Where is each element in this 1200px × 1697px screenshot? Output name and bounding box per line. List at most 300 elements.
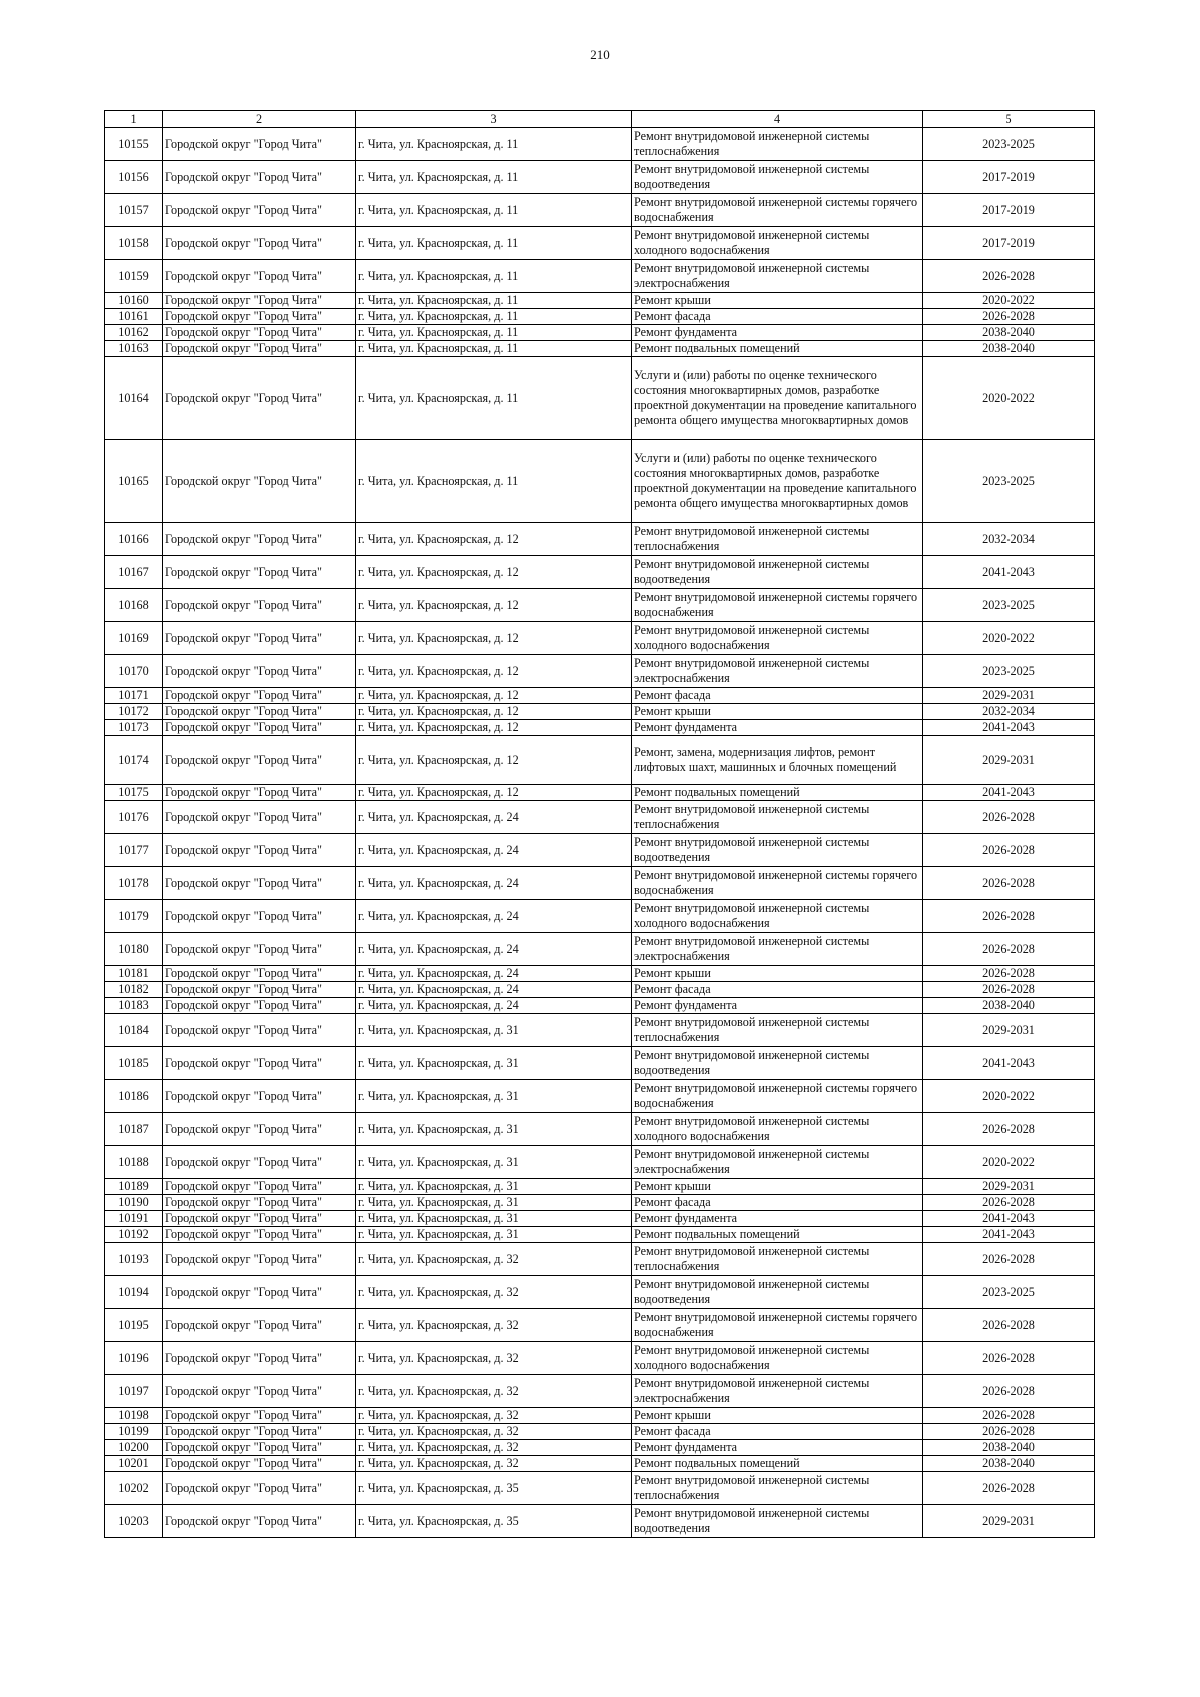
period-cell: 2020-2022 <box>923 1080 1095 1113</box>
work-type-cell: Ремонт внутридомовой инженерной системы холодного водоснабжения <box>632 900 923 933</box>
municipality-cell: Городской округ "Город Чита" <box>163 720 356 736</box>
work-type-cell: Ремонт фасада <box>632 982 923 998</box>
address-cell: г. Чита, ул. Красноярская, д. 24 <box>356 867 632 900</box>
table-row <box>105 1211 1095 1227</box>
municipality-cell: Городской округ "Город Чита" <box>163 688 356 704</box>
row-number-cell: 10156 <box>105 161 163 194</box>
table-row <box>105 1440 1095 1456</box>
work-type-cell: Ремонт внутридомовой инженерной системы холодного водоснабжения <box>632 622 923 655</box>
municipality-cell: Городской округ "Город Чита" <box>163 128 356 161</box>
address-cell: г. Чита, ул. Красноярская, д. 32 <box>356 1408 632 1424</box>
municipality-cell: Городской округ "Город Чита" <box>163 260 356 293</box>
address-cell: г. Чита, ул. Красноярская, д. 24 <box>356 834 632 867</box>
work-type-cell: Ремонт крыши <box>632 1179 923 1195</box>
municipality-cell: Городской округ "Город Чита" <box>163 801 356 834</box>
work-type-cell: Ремонт внутридомовой инженерной системы теплоснабжения <box>632 1243 923 1276</box>
address-cell: г. Чита, ул. Красноярская, д. 32 <box>356 1375 632 1408</box>
work-type-cell: Ремонт, замена, модернизация лифтов, ремонт лифтовых шахт, машинных и блочных помещений <box>632 736 923 785</box>
header-row <box>105 111 1095 128</box>
work-type-cell: Ремонт крыши <box>632 1408 923 1424</box>
address-cell: г. Чита, ул. Красноярская, д. 11 <box>356 227 632 260</box>
table-row <box>105 736 1095 785</box>
address-cell: г. Чита, ул. Красноярская, д. 11 <box>356 293 632 309</box>
address-cell: г. Чита, ул. Красноярская, д. 11 <box>356 260 632 293</box>
work-type-cell: Ремонт крыши <box>632 966 923 982</box>
row-number-cell: 10160 <box>105 293 163 309</box>
address-cell: г. Чита, ул. Красноярская, д. 12 <box>356 655 632 688</box>
address-cell: г. Чита, ул. Красноярская, д. 12 <box>356 523 632 556</box>
period-cell: 2041-2043 <box>923 785 1095 801</box>
municipality-cell: Городской округ "Город Чита" <box>163 589 356 622</box>
municipality-cell: Городской округ "Город Чита" <box>163 1211 356 1227</box>
municipality-cell: Городской округ "Город Чита" <box>163 1243 356 1276</box>
row-number-cell: 10181 <box>105 966 163 982</box>
address-cell: г. Чита, ул. Красноярская, д. 24 <box>356 998 632 1014</box>
work-type-cell: Ремонт внутридомовой инженерной системы электроснабжения <box>632 1146 923 1179</box>
row-number-cell: 10173 <box>105 720 163 736</box>
municipality-cell: Городской округ "Город Чита" <box>163 309 356 325</box>
address-cell: г. Чита, ул. Красноярская, д. 12 <box>356 736 632 785</box>
table-row <box>105 1243 1095 1276</box>
work-type-cell: Ремонт внутридомовой инженерной системы водоотведения <box>632 834 923 867</box>
table-row <box>105 1195 1095 1211</box>
row-number-cell: 10187 <box>105 1113 163 1146</box>
address-cell: г. Чита, ул. Красноярская, д. 12 <box>356 688 632 704</box>
address-cell: г. Чита, ул. Красноярская, д. 32 <box>356 1276 632 1309</box>
period-cell: 2026-2028 <box>923 1472 1095 1505</box>
municipality-cell: Городской округ "Город Чита" <box>163 523 356 556</box>
row-number-cell: 10167 <box>105 556 163 589</box>
address-cell: г. Чита, ул. Красноярская, д. 32 <box>356 1440 632 1456</box>
address-cell: г. Чита, ул. Красноярская, д. 24 <box>356 966 632 982</box>
address-cell: г. Чита, ул. Красноярская, д. 11 <box>356 128 632 161</box>
row-number-cell: 10162 <box>105 325 163 341</box>
period-cell: 2023-2025 <box>923 440 1095 523</box>
row-number-cell: 10191 <box>105 1211 163 1227</box>
work-type-cell: Ремонт внутридомовой инженерной системы горячего водоснабжения <box>632 1080 923 1113</box>
row-number-cell: 10164 <box>105 357 163 440</box>
period-cell: 2041-2043 <box>923 556 1095 589</box>
municipality-cell: Городской округ "Город Чита" <box>163 1227 356 1243</box>
row-number-cell: 10198 <box>105 1408 163 1424</box>
work-type-cell: Ремонт внутридомовой инженерной системы теплоснабжения <box>632 1472 923 1505</box>
address-cell: г. Чита, ул. Красноярская, д. 24 <box>356 900 632 933</box>
table-row <box>105 834 1095 867</box>
work-type-cell: Ремонт внутридомовой инженерной системы электроснабжения <box>632 1375 923 1408</box>
municipality-cell: Городской округ "Город Чита" <box>163 1342 356 1375</box>
period-cell: 2026-2028 <box>923 260 1095 293</box>
address-cell: г. Чита, ул. Красноярская, д. 11 <box>356 325 632 341</box>
work-type-cell: Ремонт внутридомовой инженерной системы водоотведения <box>632 161 923 194</box>
period-cell: 2017-2019 <box>923 161 1095 194</box>
row-number-cell: 10199 <box>105 1424 163 1440</box>
address-cell: г. Чита, ул. Красноярская, д. 31 <box>356 1014 632 1047</box>
capital-repair-table <box>104 110 1095 1538</box>
work-type-cell: Ремонт подвальных помещений <box>632 785 923 801</box>
period-cell: 2020-2022 <box>923 357 1095 440</box>
table-row <box>105 194 1095 227</box>
period-cell: 2029-2031 <box>923 1014 1095 1047</box>
row-number-cell: 10158 <box>105 227 163 260</box>
work-type-cell: Ремонт крыши <box>632 704 923 720</box>
work-type-cell: Ремонт внутридомовой инженерной системы горячего водоснабжения <box>632 194 923 227</box>
address-cell: г. Чита, ул. Красноярская, д. 32 <box>356 1456 632 1472</box>
work-type-cell: Ремонт подвальных помещений <box>632 1456 923 1472</box>
address-cell: г. Чита, ул. Красноярская, д. 32 <box>356 1424 632 1440</box>
table-row <box>105 1375 1095 1408</box>
address-cell: г. Чита, ул. Красноярская, д. 11 <box>356 309 632 325</box>
period-cell: 2026-2028 <box>923 1408 1095 1424</box>
row-number-cell: 10165 <box>105 440 163 523</box>
address-cell: г. Чита, ул. Красноярская, д. 11 <box>356 341 632 357</box>
work-type-cell: Ремонт внутридомовой инженерной системы водоотведения <box>632 1505 923 1538</box>
period-cell: 2026-2028 <box>923 1309 1095 1342</box>
municipality-cell: Городской округ "Город Чита" <box>163 161 356 194</box>
work-type-cell: Ремонт внутридомовой инженерной системы водоотведения <box>632 556 923 589</box>
table-row <box>105 1113 1095 1146</box>
work-type-cell: Ремонт внутридомовой инженерной системы горячего водоснабжения <box>632 589 923 622</box>
row-number-cell: 10166 <box>105 523 163 556</box>
work-type-cell: Ремонт подвальных помещений <box>632 1227 923 1243</box>
period-cell: 2041-2043 <box>923 1227 1095 1243</box>
municipality-cell: Городской округ "Город Чита" <box>163 1408 356 1424</box>
row-number-cell: 10200 <box>105 1440 163 1456</box>
work-type-cell: Ремонт внутридомовой инженерной системы электроснабжения <box>632 260 923 293</box>
municipality-cell: Городской округ "Город Чита" <box>163 1472 356 1505</box>
period-cell: 2023-2025 <box>923 1276 1095 1309</box>
work-type-cell: Ремонт внутридомовой инженерной системы холодного водоснабжения <box>632 1113 923 1146</box>
row-number-cell: 10203 <box>105 1505 163 1538</box>
municipality-cell: Городской округ "Город Чита" <box>163 966 356 982</box>
table-row <box>105 341 1095 357</box>
municipality-cell: Городской округ "Город Чита" <box>163 834 356 867</box>
row-number-cell: 10175 <box>105 785 163 801</box>
work-type-cell: Ремонт фундамента <box>632 325 923 341</box>
address-cell: г. Чита, ул. Красноярская, д. 12 <box>356 622 632 655</box>
period-cell: 2038-2040 <box>923 998 1095 1014</box>
table-row <box>105 1227 1095 1243</box>
table-row <box>105 622 1095 655</box>
table-row <box>105 1080 1095 1113</box>
row-number-cell: 10189 <box>105 1179 163 1195</box>
period-cell: 2032-2034 <box>923 523 1095 556</box>
address-cell: г. Чита, ул. Красноярская, д. 11 <box>356 161 632 194</box>
row-number-cell: 10196 <box>105 1342 163 1375</box>
row-number-cell: 10188 <box>105 1146 163 1179</box>
table-row <box>105 556 1095 589</box>
municipality-cell: Городской округ "Город Чита" <box>163 1080 356 1113</box>
address-cell: г. Чита, ул. Красноярская, д. 32 <box>356 1243 632 1276</box>
row-number-cell: 10185 <box>105 1047 163 1080</box>
period-cell: 2026-2028 <box>923 900 1095 933</box>
period-cell: 2023-2025 <box>923 589 1095 622</box>
municipality-cell: Городской округ "Город Чита" <box>163 1375 356 1408</box>
municipality-cell: Городской округ "Город Чита" <box>163 704 356 720</box>
row-number-cell: 10159 <box>105 260 163 293</box>
period-cell: 2026-2028 <box>923 933 1095 966</box>
row-number-cell: 10197 <box>105 1375 163 1408</box>
row-number-cell: 10168 <box>105 589 163 622</box>
address-cell: г. Чита, ул. Красноярская, д. 31 <box>356 1195 632 1211</box>
municipality-cell: Городской округ "Город Чита" <box>163 1505 356 1538</box>
municipality-cell: Городской округ "Город Чита" <box>163 933 356 966</box>
period-cell: 2032-2034 <box>923 704 1095 720</box>
row-number-cell: 10172 <box>105 704 163 720</box>
row-number-cell: 10180 <box>105 933 163 966</box>
row-number-cell: 10179 <box>105 900 163 933</box>
table-row <box>105 998 1095 1014</box>
municipality-cell: Городской округ "Город Чита" <box>163 440 356 523</box>
period-cell: 2026-2028 <box>923 1342 1095 1375</box>
column-header: 1 <box>105 111 163 128</box>
table-body <box>105 128 1095 1538</box>
work-type-cell: Ремонт фасада <box>632 309 923 325</box>
work-type-cell: Ремонт внутридомовой инженерной системы электроснабжения <box>632 655 923 688</box>
table-row <box>105 1456 1095 1472</box>
period-cell: 2023-2025 <box>923 655 1095 688</box>
row-number-cell: 10182 <box>105 982 163 998</box>
period-cell: 2029-2031 <box>923 1179 1095 1195</box>
table-row <box>105 325 1095 341</box>
work-type-cell: Ремонт внутридомовой инженерной системы теплоснабжения <box>632 1014 923 1047</box>
period-cell: 2041-2043 <box>923 720 1095 736</box>
column-header: 4 <box>632 111 923 128</box>
work-type-cell: Ремонт фасада <box>632 1424 923 1440</box>
table-row <box>105 655 1095 688</box>
address-cell: г. Чита, ул. Красноярская, д. 35 <box>356 1505 632 1538</box>
table-row <box>105 801 1095 834</box>
work-type-cell: Ремонт фасада <box>632 1195 923 1211</box>
period-cell: 2026-2028 <box>923 834 1095 867</box>
municipality-cell: Городской округ "Город Чита" <box>163 998 356 1014</box>
address-cell: г. Чита, ул. Красноярская, д. 12 <box>356 556 632 589</box>
table-row <box>105 440 1095 523</box>
table-row <box>105 900 1095 933</box>
address-cell: г. Чита, ул. Красноярская, д. 32 <box>356 1309 632 1342</box>
municipality-cell: Городской округ "Город Чита" <box>163 736 356 785</box>
period-cell: 2026-2028 <box>923 982 1095 998</box>
period-cell: 2026-2028 <box>923 801 1095 834</box>
work-type-cell: Ремонт внутридомовой инженерной системы электроснабжения <box>632 933 923 966</box>
table-row <box>105 357 1095 440</box>
table-row <box>105 785 1095 801</box>
municipality-cell: Городской округ "Город Чита" <box>163 1440 356 1456</box>
work-type-cell: Ремонт внутридомовой инженерной системы теплоснабжения <box>632 523 923 556</box>
work-type-cell: Ремонт внутридомовой инженерной системы водоотведения <box>632 1276 923 1309</box>
municipality-cell: Городской округ "Город Чита" <box>163 556 356 589</box>
row-number-cell: 10192 <box>105 1227 163 1243</box>
municipality-cell: Городской округ "Город Чита" <box>163 1179 356 1195</box>
work-type-cell: Ремонт фундамента <box>632 998 923 1014</box>
row-number-cell: 10183 <box>105 998 163 1014</box>
work-type-cell: Ремонт внутридомовой инженерной системы горячего водоснабжения <box>632 867 923 900</box>
work-type-cell: Ремонт внутридомовой инженерной системы горячего водоснабжения <box>632 1309 923 1342</box>
period-cell: 2041-2043 <box>923 1047 1095 1080</box>
table-row <box>105 1424 1095 1440</box>
address-cell: г. Чита, ул. Красноярская, д. 31 <box>356 1179 632 1195</box>
row-number-cell: 10170 <box>105 655 163 688</box>
period-cell: 2017-2019 <box>923 194 1095 227</box>
table-row <box>105 1276 1095 1309</box>
table-row <box>105 1472 1095 1505</box>
municipality-cell: Городской округ "Город Чита" <box>163 622 356 655</box>
work-type-cell: Услуги и (или) работы по оценке технического состояния многоквартирных домов, разработке проектной документации на проведение капитального ремонта общего имущества многоквартирных домов <box>632 357 923 440</box>
address-cell: г. Чита, ул. Красноярская, д. 12 <box>356 704 632 720</box>
address-cell: г. Чита, ул. Красноярская, д. 31 <box>356 1080 632 1113</box>
municipality-cell: Городской округ "Город Чита" <box>163 900 356 933</box>
municipality-cell: Городской округ "Город Чита" <box>163 1047 356 1080</box>
row-number-cell: 10194 <box>105 1276 163 1309</box>
period-cell: 2029-2031 <box>923 736 1095 785</box>
municipality-cell: Городской округ "Город Чита" <box>163 357 356 440</box>
work-type-cell: Ремонт фундамента <box>632 1440 923 1456</box>
period-cell: 2038-2040 <box>923 325 1095 341</box>
period-cell: 2020-2022 <box>923 622 1095 655</box>
table-row <box>105 1146 1095 1179</box>
work-type-cell: Ремонт внутридомовой инженерной системы холодного водоснабжения <box>632 227 923 260</box>
address-cell: г. Чита, ул. Красноярская, д. 24 <box>356 801 632 834</box>
municipality-cell: Городской округ "Город Чита" <box>163 867 356 900</box>
work-type-cell: Ремонт фундамента <box>632 720 923 736</box>
table-row <box>105 933 1095 966</box>
table-row <box>105 161 1095 194</box>
work-type-cell: Ремонт фасада <box>632 688 923 704</box>
work-type-cell: Услуги и (или) работы по оценке технического состояния многоквартирных домов, разработке проектной документации на проведение капитального ремонта общего имущества многоквартирных домов <box>632 440 923 523</box>
row-number-cell: 10190 <box>105 1195 163 1211</box>
work-type-cell: Ремонт внутридомовой инженерной системы холодного водоснабжения <box>632 1342 923 1375</box>
address-cell: г. Чита, ул. Красноярская, д. 31 <box>356 1146 632 1179</box>
address-cell: г. Чита, ул. Красноярская, д. 12 <box>356 785 632 801</box>
municipality-cell: Городской округ "Город Чита" <box>163 227 356 260</box>
municipality-cell: Городской округ "Город Чита" <box>163 341 356 357</box>
municipality-cell: Городской округ "Город Чита" <box>163 982 356 998</box>
page-number: 210 <box>590 47 610 62</box>
row-number-cell: 10186 <box>105 1080 163 1113</box>
table-row <box>105 966 1095 982</box>
address-cell: г. Чита, ул. Красноярская, д. 11 <box>356 440 632 523</box>
municipality-cell: Городской округ "Город Чита" <box>163 655 356 688</box>
period-cell: 2026-2028 <box>923 1195 1095 1211</box>
row-number-cell: 10177 <box>105 834 163 867</box>
row-number-cell: 10184 <box>105 1014 163 1047</box>
work-type-cell: Ремонт фундамента <box>632 1211 923 1227</box>
table-row <box>105 1505 1095 1538</box>
period-cell: 2038-2040 <box>923 1456 1095 1472</box>
period-cell: 2038-2040 <box>923 341 1095 357</box>
address-cell: г. Чита, ул. Красноярская, д. 31 <box>356 1113 632 1146</box>
work-type-cell: Ремонт подвальных помещений <box>632 341 923 357</box>
row-number-cell: 10161 <box>105 309 163 325</box>
column-header: 2 <box>163 111 356 128</box>
table-row <box>105 720 1095 736</box>
table-row <box>105 589 1095 622</box>
address-cell: г. Чита, ул. Красноярская, д. 11 <box>356 194 632 227</box>
row-number-cell: 10202 <box>105 1472 163 1505</box>
address-cell: г. Чита, ул. Красноярская, д. 32 <box>356 1342 632 1375</box>
table-row <box>105 523 1095 556</box>
municipality-cell: Городской округ "Город Чита" <box>163 293 356 309</box>
period-cell: 2029-2031 <box>923 688 1095 704</box>
table-row <box>105 1047 1095 1080</box>
period-cell: 2023-2025 <box>923 128 1095 161</box>
municipality-cell: Городской округ "Город Чита" <box>163 1195 356 1211</box>
address-cell: г. Чита, ул. Красноярская, д. 24 <box>356 982 632 998</box>
work-type-cell: Ремонт внутридомовой инженерной системы водоотведения <box>632 1047 923 1080</box>
municipality-cell: Городской округ "Город Чита" <box>163 785 356 801</box>
table-row <box>105 1014 1095 1047</box>
work-type-cell: Ремонт внутридомовой инженерной системы теплоснабжения <box>632 801 923 834</box>
address-cell: г. Чита, ул. Красноярская, д. 31 <box>356 1227 632 1243</box>
period-cell: 2017-2019 <box>923 227 1095 260</box>
address-cell: г. Чита, ул. Красноярская, д. 12 <box>356 720 632 736</box>
period-cell: 2038-2040 <box>923 1440 1095 1456</box>
row-number-cell: 10178 <box>105 867 163 900</box>
table-row <box>105 688 1095 704</box>
table-row <box>105 867 1095 900</box>
period-cell: 2041-2043 <box>923 1211 1095 1227</box>
period-cell: 2026-2028 <box>923 1375 1095 1408</box>
municipality-cell: Городской округ "Город Чита" <box>163 1146 356 1179</box>
municipality-cell: Городской округ "Город Чита" <box>163 1276 356 1309</box>
work-type-cell: Ремонт крыши <box>632 293 923 309</box>
table-row <box>105 128 1095 161</box>
address-cell: г. Чита, ул. Красноярская, д. 31 <box>356 1211 632 1227</box>
row-number-cell: 10201 <box>105 1456 163 1472</box>
municipality-cell: Городской округ "Город Чита" <box>163 1014 356 1047</box>
table-row <box>105 1179 1095 1195</box>
period-cell: 2026-2028 <box>923 867 1095 900</box>
address-cell: г. Чита, ул. Красноярская, д. 35 <box>356 1472 632 1505</box>
row-number-cell: 10174 <box>105 736 163 785</box>
table-row <box>105 1342 1095 1375</box>
work-type-cell: Ремонт внутридомовой инженерной системы теплоснабжения <box>632 128 923 161</box>
period-cell: 2020-2022 <box>923 293 1095 309</box>
table-row <box>105 227 1095 260</box>
address-cell: г. Чита, ул. Красноярская, д. 31 <box>356 1047 632 1080</box>
table-row <box>105 1408 1095 1424</box>
row-number-cell: 10169 <box>105 622 163 655</box>
period-cell: 2026-2028 <box>923 1424 1095 1440</box>
table-row <box>105 982 1095 998</box>
period-cell: 2026-2028 <box>923 966 1095 982</box>
municipality-cell: Городской округ "Город Чита" <box>163 1424 356 1440</box>
table-row <box>105 293 1095 309</box>
period-cell: 2026-2028 <box>923 309 1095 325</box>
period-cell: 2029-2031 <box>923 1505 1095 1538</box>
address-cell: г. Чита, ул. Красноярская, д. 24 <box>356 933 632 966</box>
column-header: 5 <box>923 111 1095 128</box>
municipality-cell: Городской округ "Город Чита" <box>163 1113 356 1146</box>
period-cell: 2026-2028 <box>923 1113 1095 1146</box>
address-cell: г. Чита, ул. Красноярская, д. 12 <box>356 589 632 622</box>
table-row <box>105 704 1095 720</box>
row-number-cell: 10163 <box>105 341 163 357</box>
row-number-cell: 10176 <box>105 801 163 834</box>
table-row <box>105 309 1095 325</box>
municipality-cell: Городской округ "Город Чита" <box>163 194 356 227</box>
period-cell: 2020-2022 <box>923 1146 1095 1179</box>
table-row <box>105 1309 1095 1342</box>
municipality-cell: Городской округ "Город Чита" <box>163 1309 356 1342</box>
column-header: 3 <box>356 111 632 128</box>
row-number-cell: 10171 <box>105 688 163 704</box>
municipality-cell: Городской округ "Город Чита" <box>163 325 356 341</box>
row-number-cell: 10195 <box>105 1309 163 1342</box>
address-cell: г. Чита, ул. Красноярская, д. 11 <box>356 357 632 440</box>
row-number-cell: 10193 <box>105 1243 163 1276</box>
table-row <box>105 260 1095 293</box>
period-cell: 2026-2028 <box>923 1243 1095 1276</box>
